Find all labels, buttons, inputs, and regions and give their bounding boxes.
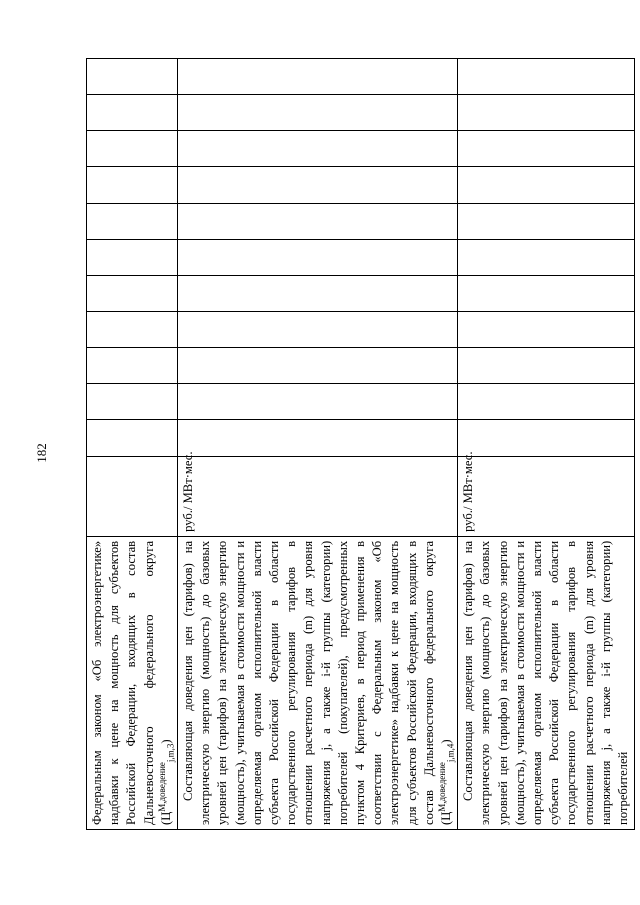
value-cell xyxy=(458,384,635,420)
value-cell xyxy=(87,239,178,275)
symbol: $(Ц^{М,доведение}_{j,m,4})$ xyxy=(436,739,456,825)
unit-cell: руб./ МВт·мес. xyxy=(458,456,635,536)
value-cell xyxy=(458,311,635,347)
page-number: 182 xyxy=(34,443,49,463)
value-cell xyxy=(87,95,178,131)
value-cell xyxy=(458,167,635,203)
value-cell xyxy=(178,275,458,311)
description-text: Составляющая доведения цен (тарифов) на электрическую энергию (мощность) до базовых уровней цен (тарифов) на электрическую энергию (мощность), учитываемая в стоимости мощности и определяемая органом исполнительной власти субъекта Российской Федерации в области государственного регулирования тарифов в отношении расчетного периода (m) для уровня напряжения j, а также i-й группы (категории) потребителей xyxy=(461,540,631,825)
value-cell xyxy=(178,95,458,131)
value-cell xyxy=(458,275,635,311)
value-cell xyxy=(178,203,458,239)
value-cell xyxy=(458,239,635,275)
unit-cell: руб./ МВт·мес. xyxy=(178,456,458,536)
value-cell xyxy=(87,167,178,203)
value-cell xyxy=(178,348,458,384)
value-cell xyxy=(87,311,178,347)
value-cell xyxy=(87,203,178,239)
value-cell xyxy=(458,420,635,456)
value-cell xyxy=(178,311,458,347)
value-cell xyxy=(178,239,458,275)
value-cell xyxy=(87,348,178,384)
table-row xyxy=(178,59,458,830)
table xyxy=(86,58,635,830)
table-row xyxy=(87,59,178,830)
value-cell xyxy=(458,131,635,167)
description-cell xyxy=(178,536,458,829)
symbol: $(Ц^{М,доведение}_{j,m,3})$ xyxy=(156,739,176,825)
value-cell xyxy=(178,167,458,203)
table-row xyxy=(458,59,635,830)
description-text: Федеральным законом «Об электроэнергетике» надбавки к цене на мощность для субъектов Российской Федерации, входящих в состав Дальневосточного федерального округа xyxy=(90,540,156,825)
value-cell xyxy=(87,420,178,456)
value-cell xyxy=(87,275,178,311)
value-cell xyxy=(458,203,635,239)
value-cell xyxy=(178,384,458,420)
value-cell xyxy=(87,59,178,95)
value-cell xyxy=(458,59,635,95)
value-cell xyxy=(458,95,635,131)
tariff-table xyxy=(86,58,631,830)
description-cell xyxy=(87,536,178,829)
value-cell xyxy=(87,384,178,420)
value-cell xyxy=(178,131,458,167)
unit-cell xyxy=(87,456,178,536)
value-cell xyxy=(458,348,635,384)
value-cell xyxy=(178,420,458,456)
description-text: Составляющая доведения цен (тарифов) на электрическую энергию (мощность) до базовых уровней цен (тарифов) на электрическую энергию (мощность), учитываемая в стоимости мощности и определяемая органом исполнительной власти субъекта Российской Федерации в области государственного регулирования тарифов в отношении расчетного периода (m) для уровня напряжения j, а также i-й группы (категории) потребителей (покупателей), предусмотренных пунктом 4 Критериев, в период применения в соответствии с Федеральным законом «Об электроэнергетике» надбавки к цене на мощность для субъектов Российской Федерации, входящих в состав Дальневосточного федерального округа xyxy=(181,540,436,825)
value-cell xyxy=(178,59,458,95)
description-cell xyxy=(458,536,635,829)
value-cell xyxy=(87,131,178,167)
